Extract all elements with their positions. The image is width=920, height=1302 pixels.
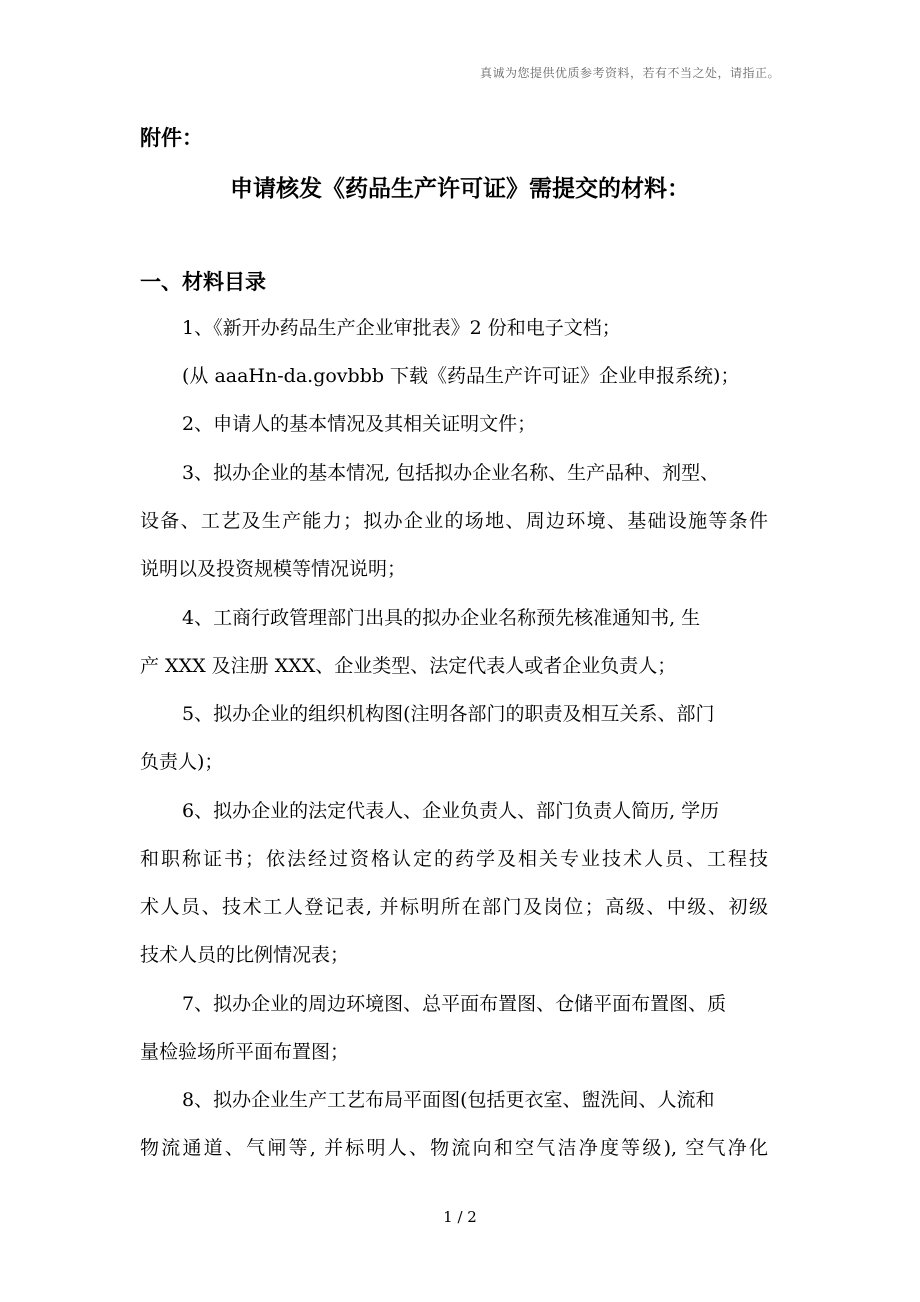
page-number: 1 / 2 xyxy=(443,1208,477,1226)
list-item-6-line-2: 和职称证书；依法经过资格认定的药学及相关专业技术人员、工程技 xyxy=(140,848,768,870)
list-item-1-note: (从 aaaHn-da.govbbb 下载《药品生产许可证》企业申报系统)； xyxy=(182,365,740,387)
list-item-6-line-1: 6、拟办企业的法定代表人、企业负责人、部门负责人简历, 学历 xyxy=(182,800,720,822)
list-item-5-line-2: 负责人)； xyxy=(140,751,224,773)
section-heading: 一、材料目录 xyxy=(140,270,266,294)
list-item-1: 1、《新开办药品生产企业审批表》2 份和电子文档； xyxy=(182,317,621,339)
list-item-3-line-3: 说明以及投资规模等情况说明； xyxy=(140,558,407,580)
list-item-5-line-1: 5、拟办企业的组织机构图(注明各部门的职责及相互关系、部门 xyxy=(182,703,715,725)
document-title: 申请核发《药品生产许可证》需提交的材料： xyxy=(230,176,690,202)
list-item-4-line-2: 产 XXX 及注册 XXX、企业类型、法定代表人或者企业负责人； xyxy=(140,655,677,677)
list-item-6-line-4: 技术人员的比例情况表； xyxy=(140,944,350,966)
list-item-2: 2、申请人的基本情况及其相关证明文件； xyxy=(182,413,537,435)
list-item-7-line-2: 量检验场所平面布置图； xyxy=(140,1041,350,1063)
attachment-label: 附件： xyxy=(140,126,203,150)
list-item-7-line-1: 7、拟办企业的周边环境图、总平面布置图、仓储平面布置图、质 xyxy=(182,993,727,1015)
list-item-3-line-1: 3、拟办企业的基本情况, 包括拟办企业名称、生产品种、剂型、 xyxy=(182,462,720,484)
list-item-8-line-2: 物流通道、气闸等, 并标明人、物流向和空气洁净度等级), 空气净化 xyxy=(140,1137,768,1159)
list-item-8-line-1: 8、拟办企业生产工艺布局平面图(包括更衣室、盥洗间、人流和 xyxy=(182,1089,715,1111)
list-item-3-line-2: 设备、工艺及生产能力；拟办企业的场地、周边环境、基础设施等条件 xyxy=(140,510,768,532)
list-item-4-line-1: 4、工商行政管理部门出具的拟办企业名称预先核准通知书, 生 xyxy=(182,607,701,629)
list-item-6-line-3: 术人员、技术工人登记表, 并标明所在部门及岗位；高级、中级、初级 xyxy=(140,896,768,918)
header-note: 真诚为您提供优质参考资料，若有不当之处，请指正。 xyxy=(479,66,780,80)
